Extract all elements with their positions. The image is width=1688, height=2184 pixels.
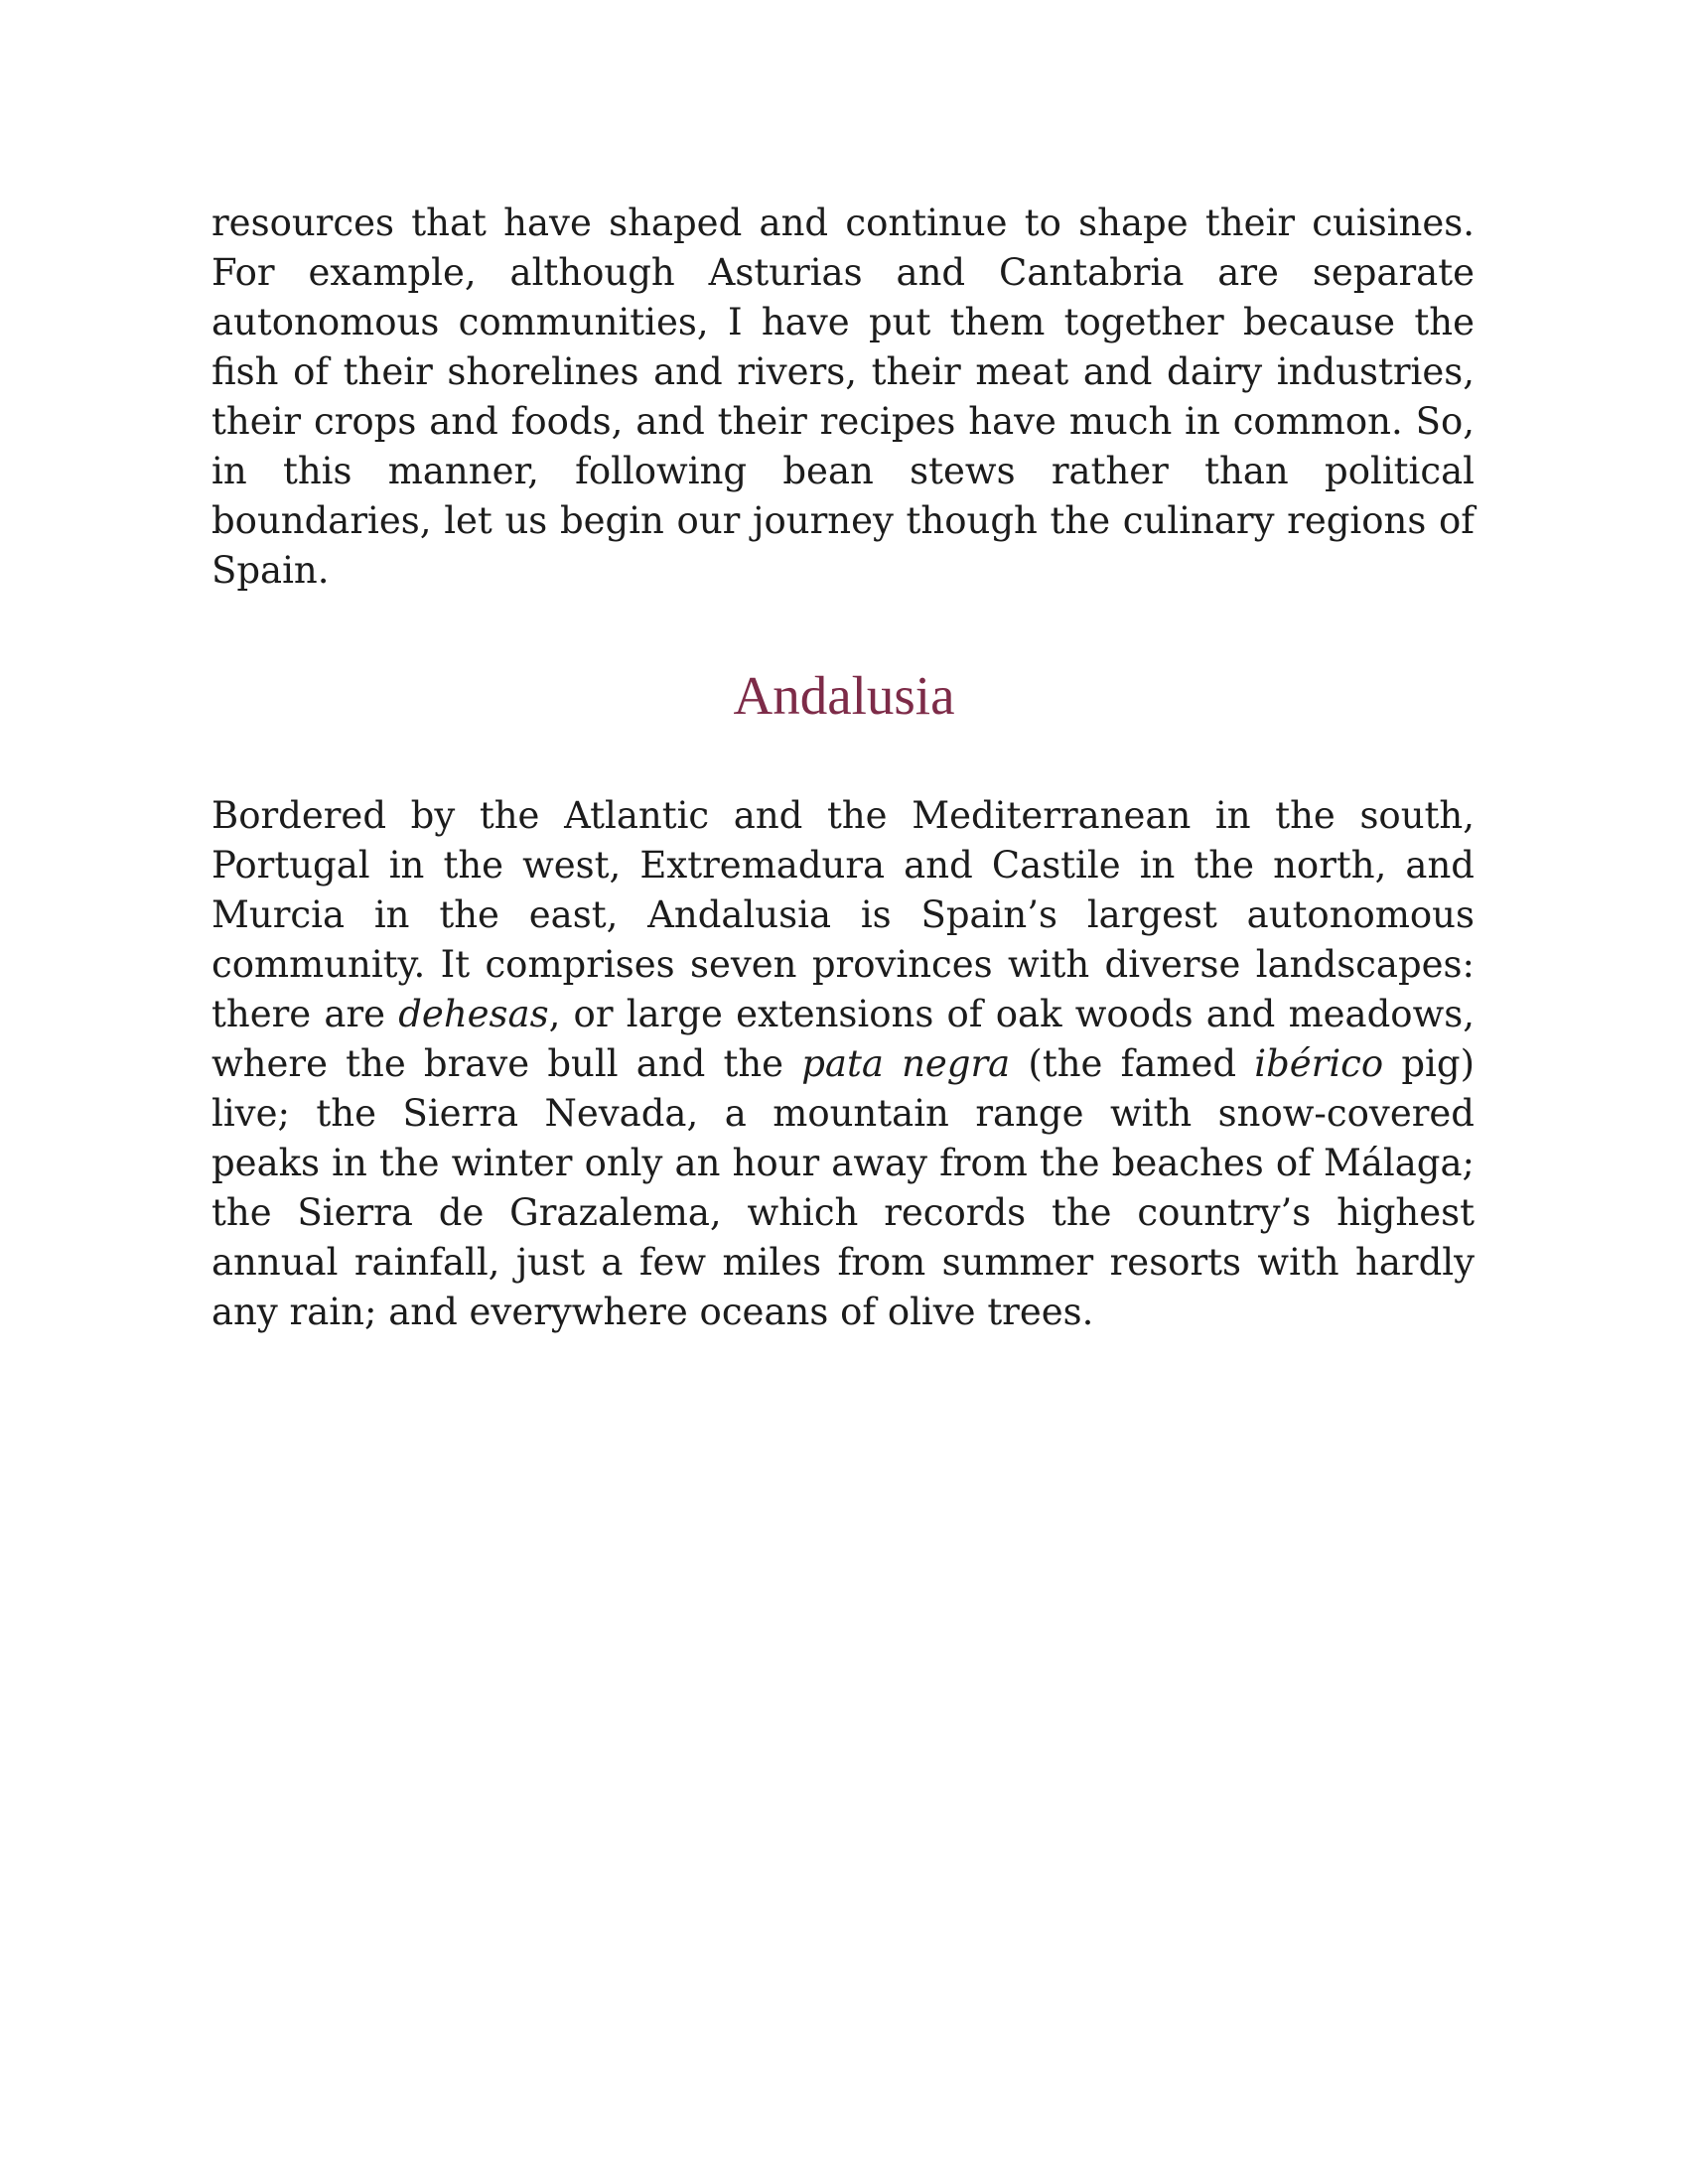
paragraph-text-segment: (the famed — [1010, 1042, 1255, 1085]
paragraph-text-segment: pig) live; the Sierra Nevada, a mountain range with snow-covered peaks in the winter only an hour away from the beaches of Málaga; the Sierra de Grazalema, which records the country’s highest annual rainfall, just a few miles from summer resorts with hardly any rain; and everywhere oceans of olive trees. — [211, 1042, 1476, 1333]
section-heading: Andalusia — [733, 665, 955, 726]
italic-term-dehesas: dehesas — [398, 993, 549, 1035]
paragraph-text-segment: , or large extensions of oak woods and meadows, where the brave bull and the — [211, 993, 1475, 1085]
paragraph-text-segment: Bordered by the Atlantic and the Mediterranean in the south, Portugal in the west, Extremadura and Castile in the north, and Murcia in the east, Andalusia is Spain’s largest autonomous community. It comprises seven provinces with diverse landscapes: there are — [211, 794, 1475, 1035]
section-paragraph — [211, 791, 1475, 1337]
italic-term-pata-negra: pata negra — [801, 1042, 1011, 1085]
italic-term-iberico: ibérico — [1254, 1042, 1384, 1085]
intro-paragraph: resources that have shaped and continue to shape their cuisines. For example, although Asturias and Cantabria are separate autonomous communities, I have put them together because the fish of their shorelines and rivers, their meat and dairy industries, their crops and foods, and their recipes have much in common. So, in this manner, following bean stews rather than political boundaries, let us begin our journey though the culinary regions of Spain. — [211, 202, 1475, 592]
